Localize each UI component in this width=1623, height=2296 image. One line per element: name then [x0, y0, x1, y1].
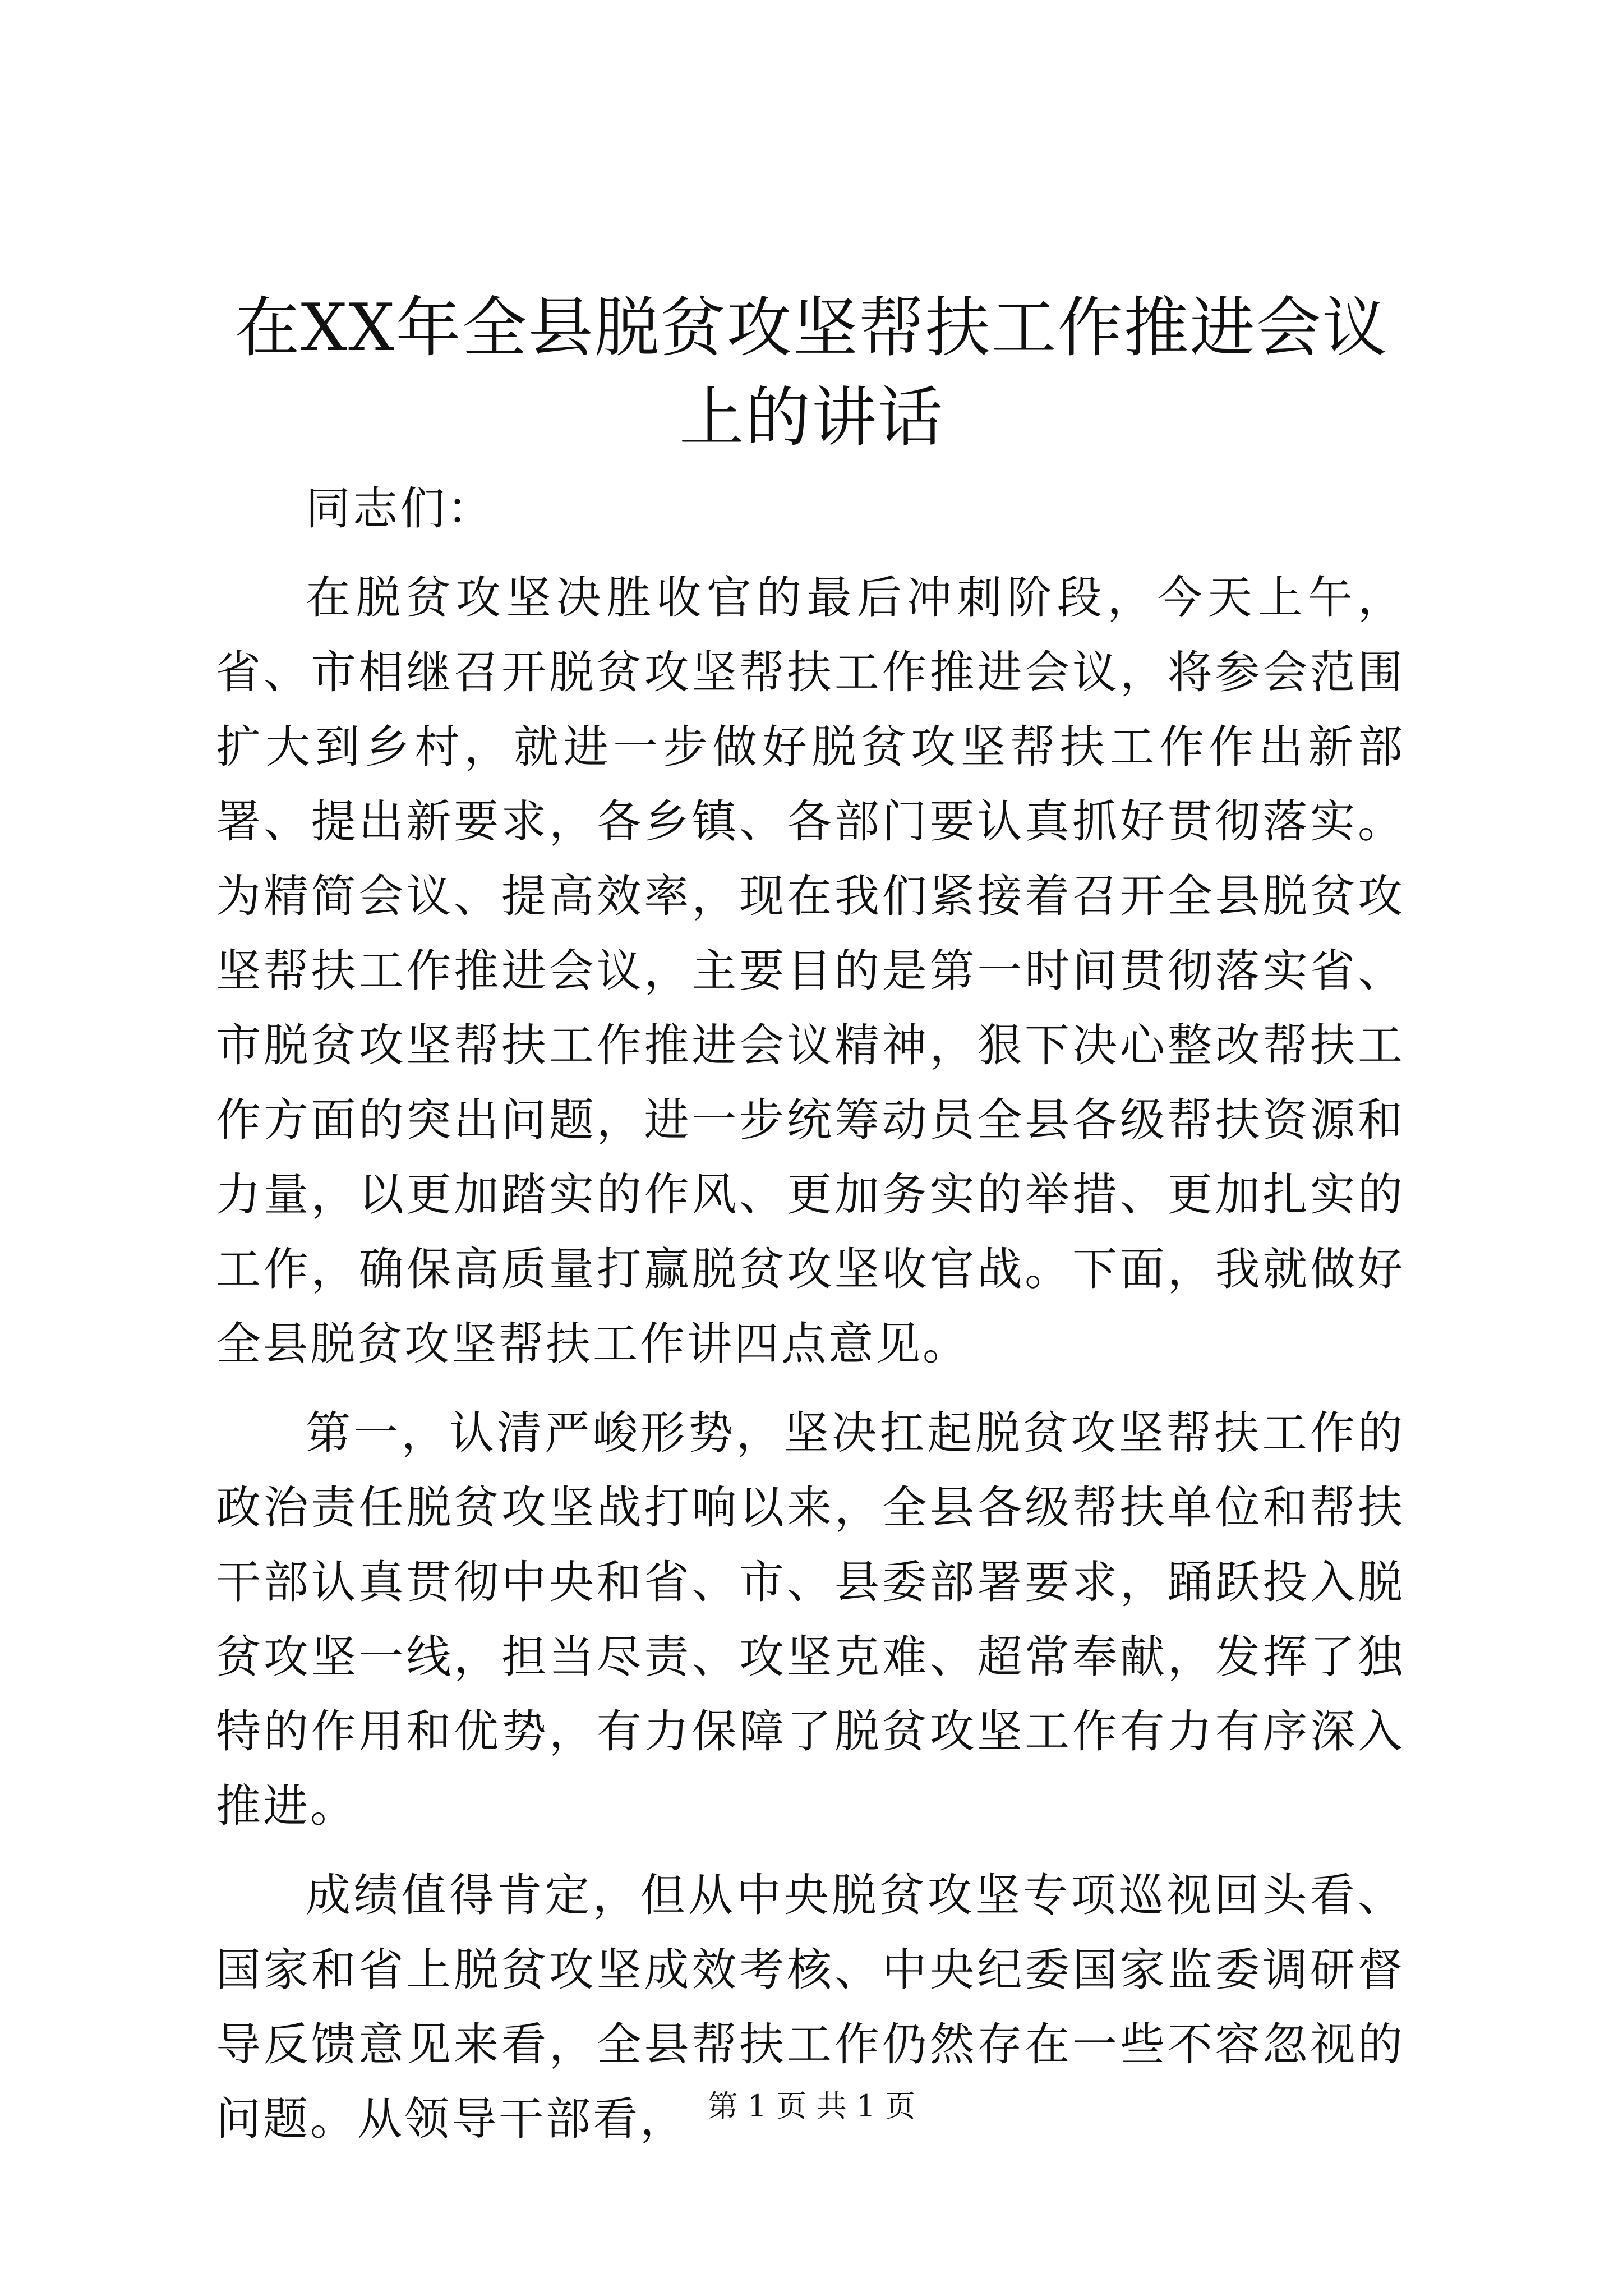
document-body — [216, 471, 1405, 2171]
paragraph-first-point: 第一，认清严峻形势，坚决扛起脱贫攻坚帮扶工作的政治责任脱贫攻坚战打响以来，全县各级帮扶单位和帮扶干部认真贯彻中央和省、市、县委部署要求，踊跃投入脱贫攻坚一线，担当尽责、攻坚克难、超常奉献，发挥了独特的作用和优势，有力保障了脱贫攻坚工作有力有序深入推进。 — [216, 1407, 1405, 1832]
document-title: 在XX年全县脱贫攻坚帮扶工作推进会议上的讲话 — [234, 290, 1389, 455]
paragraph-achievements: 成绩值得肯定，但从中央脱贫攻坚专项巡视回头看、国家和省上脱贫攻坚成效考核、中央纪委国家监委调研督导反馈意见来看，全县帮扶工作仍然存在一些不容忽视的问题。从领导干部看， — [216, 1869, 1405, 2145]
paragraph-intro: 在脱贫攻坚决胜收官的最后冲刺阶段，今天上午，省、市相继召开脱贫攻坚帮扶工作推进会议，将参会范围扩大到乡村，就进一步做好脱贫攻坚帮扶工作作出新部署、提出新要求，各乡镇、各部门要认真抓好贯彻落实。为精简会议、提高效率，现在我们紧接着召开全县脱贫攻坚帮扶工作推进会议，主要目的是第一时间贯彻落实省、市脱贫攻坚帮扶工作推进会议精神，狠下决心整改帮扶工作方面的突出问题，进一步统筹动员全县各级帮扶资源和力量，以更加踏实的作风、更加务实的举措、更加扎实的工作，确保高质量打赢脱贫攻坚收官战。下面，我就做好全县脱贫攻坚帮扶工作讲四点意见。 — [216, 572, 1405, 1370]
salutation: 同志们： — [306, 482, 494, 535]
page-footer: 第 1 页 共 1 页 — [707, 2088, 916, 2124]
